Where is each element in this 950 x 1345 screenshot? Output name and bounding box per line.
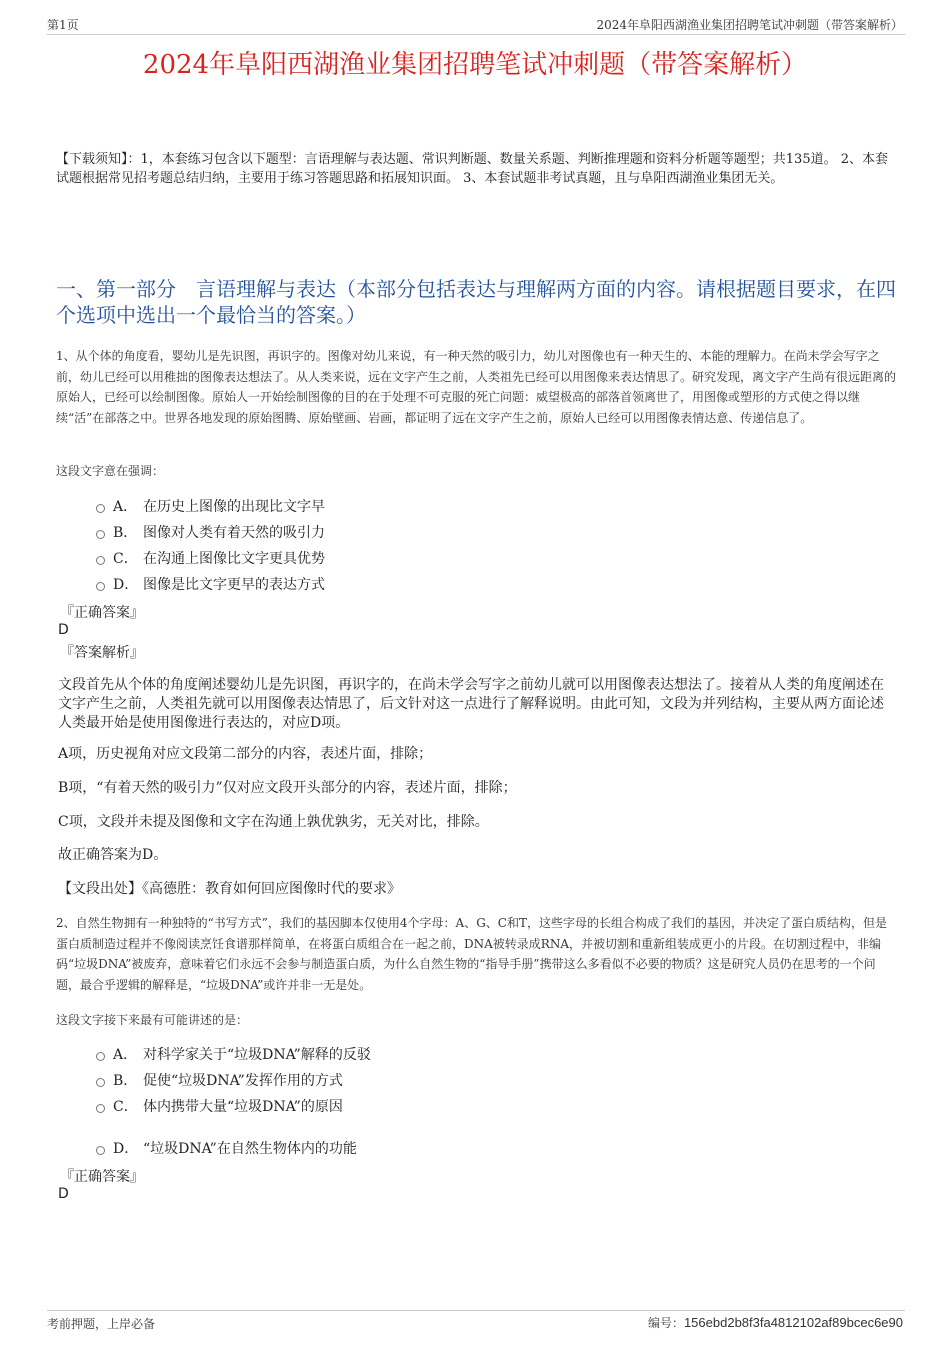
question-1-text: 1、从个体的角度看，婴幼儿是先识图，再识字的。图像对幼儿来说，有一种天然的吸引力，幼儿对图像也有一种天生的、本能的理解力。在尚未学会写字之前，幼儿已经可以用稚拙的图像表达想法了。从人类来说，远在文字产生之前，人类祖先已经可以用图像来表达情思了。研究发现，离文字产生尚有很远距离的原始人，已经可以绘制图像。原始人一开始绘制图像的目的在于处理不可克服的死亡问题：威望极高的部落首领离世了，用图像或塑形的方式使之得以继续“活”在部落之中。世界各地发现的原始图腾、原始壁画、岩画，都证明了远在文字产生之前，原始人已经可以用图像表情达意、传递信息了。 [56, 349, 897, 425]
question-1-answer: D [58, 622, 69, 638]
analysis-paragraph: B项，“有着天然的吸引力”仅对应文段开头部分的内容，表述片面，排除； [58, 780, 517, 796]
radio-button-icon[interactable] [96, 1052, 105, 1061]
analysis-conclusion: 故正确答案为D。 [58, 847, 168, 863]
radio-button-icon[interactable] [96, 582, 105, 591]
analysis-paragraph: 文段首先从个体的角度阐述婴幼儿是先识图，再识字的，在尚未学会写字之前幼儿就可以用图像表达想法了。接着从人类的角度阐述在文字产生之前，人类祖先就可以用图像表达情思了，后文针对这一点进行了解释说明。由此可知，文段为并列结构，主要从两方面论述人类最开始是使用图像进行表达的，对应D项。 [58, 677, 884, 731]
question-1-answer-label: 『正确答案』 [60, 605, 144, 621]
question-1-option-d[interactable] [96, 574, 325, 594]
radio-button-icon[interactable] [96, 1078, 105, 1087]
option-text: 图像是比文字更早的表达方式 [143, 577, 325, 593]
question-2-option-b[interactable] [96, 1070, 343, 1090]
question-2-option-c[interactable] [96, 1096, 343, 1116]
radio-button-icon[interactable] [96, 556, 105, 565]
question-2-option-a[interactable] [96, 1044, 371, 1064]
question-1-analysis-label: 『答案解析』 [60, 645, 144, 661]
analysis-paragraph: C项，文段并未提及图像和文字在沟通上孰优孰劣，无关对比，排除。 [58, 814, 489, 830]
option-letter: D． [113, 577, 139, 593]
option-text: 在沟通上图像比文字更具优势 [143, 551, 325, 567]
option-text: “垃圾DNA”在自然生物体内的功能 [143, 1141, 357, 1157]
option-text: 促使“垃圾DNA”发挥作用的方式 [143, 1073, 343, 1089]
question-1-option-c[interactable] [96, 548, 325, 568]
question-1-option-a[interactable] [96, 496, 325, 516]
header-doc-title: 2024年阜阳西湖渔业集团招聘笔试冲刺题（带答案解析） [596, 18, 903, 32]
analysis-source: 【文段出处】《高德胜：教育如何回应图像时代的要求》 [58, 881, 401, 897]
question-2-answer: D [58, 1186, 69, 1202]
option-text: 体内携带大量“垃圾DNA”的原因 [143, 1099, 343, 1115]
question-2-answer-label: 『正确答案』 [60, 1169, 144, 1185]
footer-code-block [648, 1314, 903, 1331]
footer-code: 156ebd2b8f3fa4812102af89bcec6e90 [683, 1315, 903, 1330]
option-letter: B． [113, 525, 138, 541]
question-2-prompt: 这段文字接下来最有可能讲述的是： [56, 1013, 249, 1027]
option-letter: C． [113, 551, 138, 567]
page-header [47, 12, 905, 35]
question-2-text: 2、自然生物拥有一种独特的“书写方式”，我们的基因脚本仅使用4个字母：A、G、C和T，这些字母的长组合构成了我们的基因，并决定了蛋白质结构，但是蛋白质制造过程并不像阅读烹饪食谱那样简单，在将蛋白质组合在一起之前，DNA被转录成RNA，并被切割和重新组装成更小的片段。在切割过程中，非编码“垃圾DNA”被废弃，意味着它们永远不会参与制造蛋白质，为什么自然生物的“指导手册”携带这么多看似不必要的物质？这是研究人员仍在思考的一个问题，最合乎逻辑的解释是，“垃圾DNA”或许并非一无是处。 [56, 916, 887, 992]
page-title: 2024年阜阳西湖渔业集团招聘笔试冲刺题（带答案解析） [142, 50, 808, 80]
option-letter: B． [113, 1073, 138, 1089]
page-number: 第1页 [47, 18, 79, 32]
radio-button-icon[interactable] [96, 530, 105, 539]
option-letter: D． [113, 1141, 139, 1157]
question-1-option-b[interactable] [96, 522, 325, 542]
option-letter: A． [113, 499, 138, 515]
radio-button-icon[interactable] [96, 1104, 105, 1113]
download-notice: 【下载须知】：1，本套练习包含以下题型：言语理解与表达题、常识判断题、数量关系题、判断推理题和资料分析题等题型；共135道。 2、本套试题根据常见招考题总结归纳，主要用于练习答题思路和拓展知识面。 3、本套试题非考试真题，且与阜阳西湖渔业集团无关。 [56, 152, 888, 186]
option-text: 对科学家关于“垃圾DNA”解释的反驳 [143, 1047, 371, 1063]
analysis-paragraph: A项，历史视角对应文段第二部分的内容，表述片面，排除； [58, 746, 433, 762]
page-footer [47, 1310, 905, 1331]
option-text: 图像对人类有着天然的吸引力 [143, 525, 325, 541]
question-1-prompt: 这段文字意在强调： [56, 464, 165, 478]
footer-code-label: 编号： [647, 1316, 684, 1330]
option-letter: C． [113, 1099, 138, 1115]
option-text: 在历史上图像的出现比文字早 [143, 499, 325, 515]
question-2-option-d[interactable] [96, 1138, 357, 1158]
section-title: 一、第一部分 言语理解与表达（本部分包括表达与理解两方面的内容。请根据题目要求，在四个选项中选出一个最恰当的答案。） [56, 277, 896, 327]
footer-slogan: 考前押题，上岸必备 [47, 1317, 156, 1331]
option-letter: A． [113, 1047, 138, 1063]
radio-button-icon[interactable] [96, 504, 105, 513]
radio-button-icon[interactable] [96, 1146, 105, 1155]
